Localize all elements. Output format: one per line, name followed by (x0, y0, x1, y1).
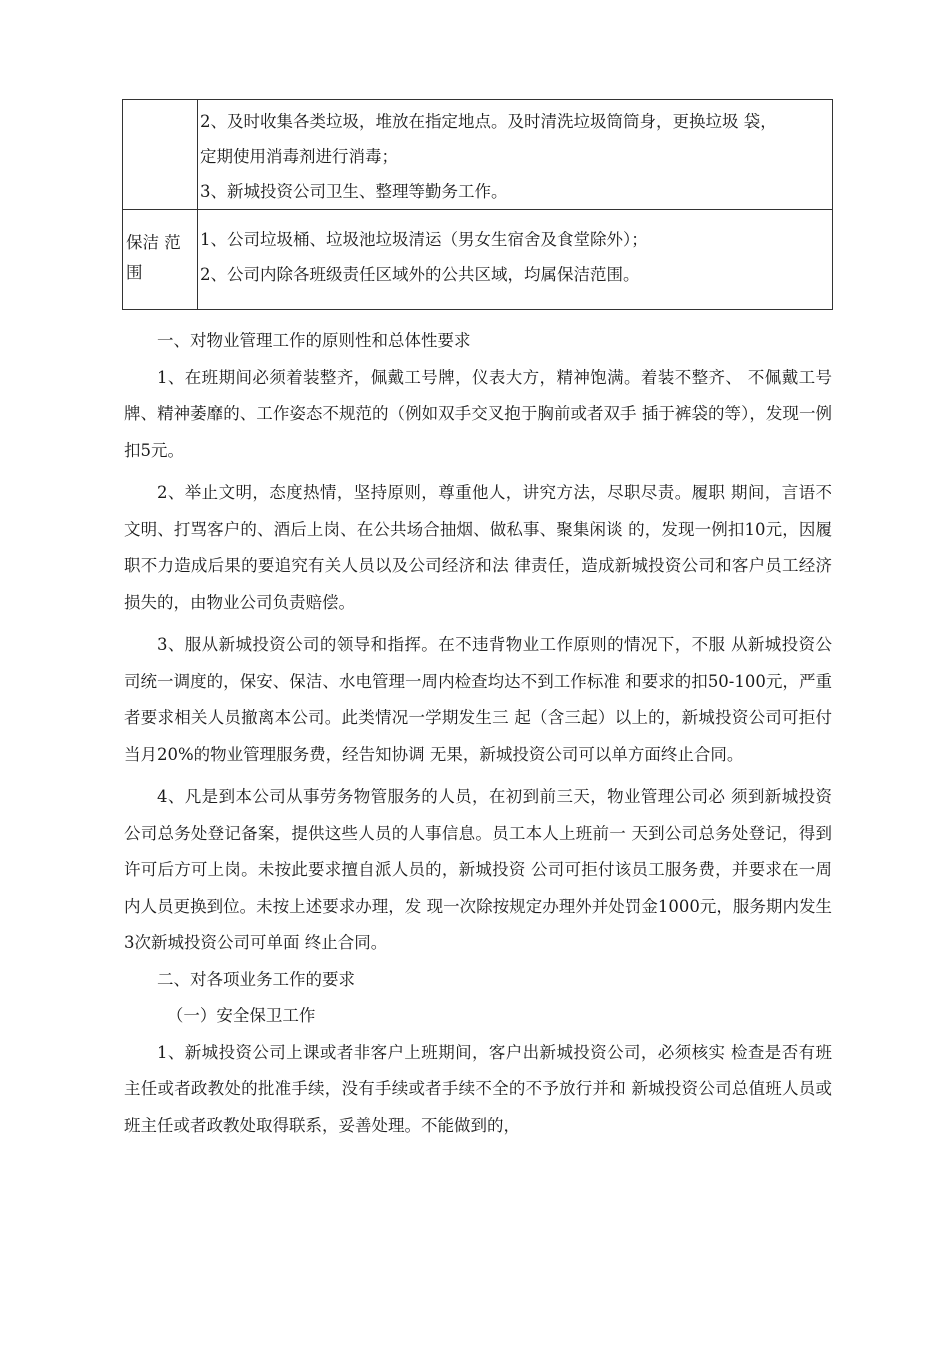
paragraph: 1、在班期间必须着装整齐，佩戴工号牌，仪表大方，精神饱满。着装不整齐、 不佩戴工号牌、精神萎靡的、工作姿态不规范的（例如双手交叉抱于胸前或者双手 插于裤袋的等），发现一例扣5元。 (124, 367, 832, 460)
paragraph: 3、服从新城投资公司的领导和指挥。在不违背物业工作原则的情况下，不服 从新城投资公司统一调度的，保安、保洁、水电管理一周内检查均达不到工作标准 和要求的扣50-100元，严重者要求相关人员撤离本公司。此类情况一学期发生三 起（含三起）以上的，新城投资公司可拒付当月20%的物业管理服务费，经告知协调 无果，新城投资公司可以单方面终止合同。 (124, 635, 832, 764)
table-line: 1、公司垃圾桶、垃圾池垃圾清运（男女生宿舍及食堂除外）； (200, 230, 648, 249)
table-line: 2、及时收集各类垃圾，堆放在指定地点。及时清洗垃圾筒筒身，更换垃圾 袋， (200, 112, 777, 131)
table-line: 3、新城投资公司卫生、整理等勤务工作。 (200, 182, 508, 201)
row-label-cleaning-scope: 保洁 范围 (126, 233, 181, 282)
paragraph: 2、举止文明，态度热情，坚持原则，尊重他人，讲究方法，尽职尽责。履职 期间，言语不文明、打骂客户的、酒后上岗、在公共场合抽烟、做私事、聚集闲谈 的，发现一例扣10元，因履职不力造成后果的要追究有关人员以及公司经济和法 律责任，造成新城投资公司和客户员工经济损失的，由物业公司负责赔偿。 (124, 483, 832, 612)
subsection-heading: （一）安全保卫工作 (166, 1006, 316, 1025)
table-row (123, 100, 833, 210)
cleaning-scope-table (122, 99, 833, 310)
table-label-cell (123, 210, 198, 310)
paragraph: 4、凡是到本公司从事劳务物管服务的人员，在初到前三天，物业管理公司必 须到新城投资公司总务处登记备案，提供这些人员的人事信息。员工本人上班前一 天到公司总务处登记，得到许可后方可上岗。未按此要求擅自派人员的，新城投资 公司可拒付该员工服务费，并要求在一周内人员更换到位。未按上述要求办理，发 现一次除按规定办理外并处罚金1000元，服务期内发生3次新城投资公司可单面 终止合同。 (124, 787, 832, 952)
table-line: 2、公司内除各班级责任区域外的公共区域，均属保洁范围。 (200, 265, 640, 284)
table-content-cell (198, 100, 833, 210)
table-row (123, 210, 833, 310)
paragraph: 1、新城投资公司上课或者非客户上班期间，客户出新城投资公司，必须核实 检查是否有班主任或者政教处的批准手续，没有手续或者手续不全的不予放行并和 新城投资公司总值班人员或班主任或者政教处取得联系，妥善处理。不能做到的， (124, 1042, 832, 1135)
table-line: 定期使用消毒剂进行消毒； (200, 147, 398, 166)
document-body (124, 323, 832, 1144)
table-label-cell (123, 100, 198, 210)
table-content-cell (198, 210, 833, 310)
section-heading: 二、对各项业务工作的要求 (157, 969, 355, 989)
section-heading: 一、对物业管理工作的原则性和总体性要求 (157, 331, 471, 350)
